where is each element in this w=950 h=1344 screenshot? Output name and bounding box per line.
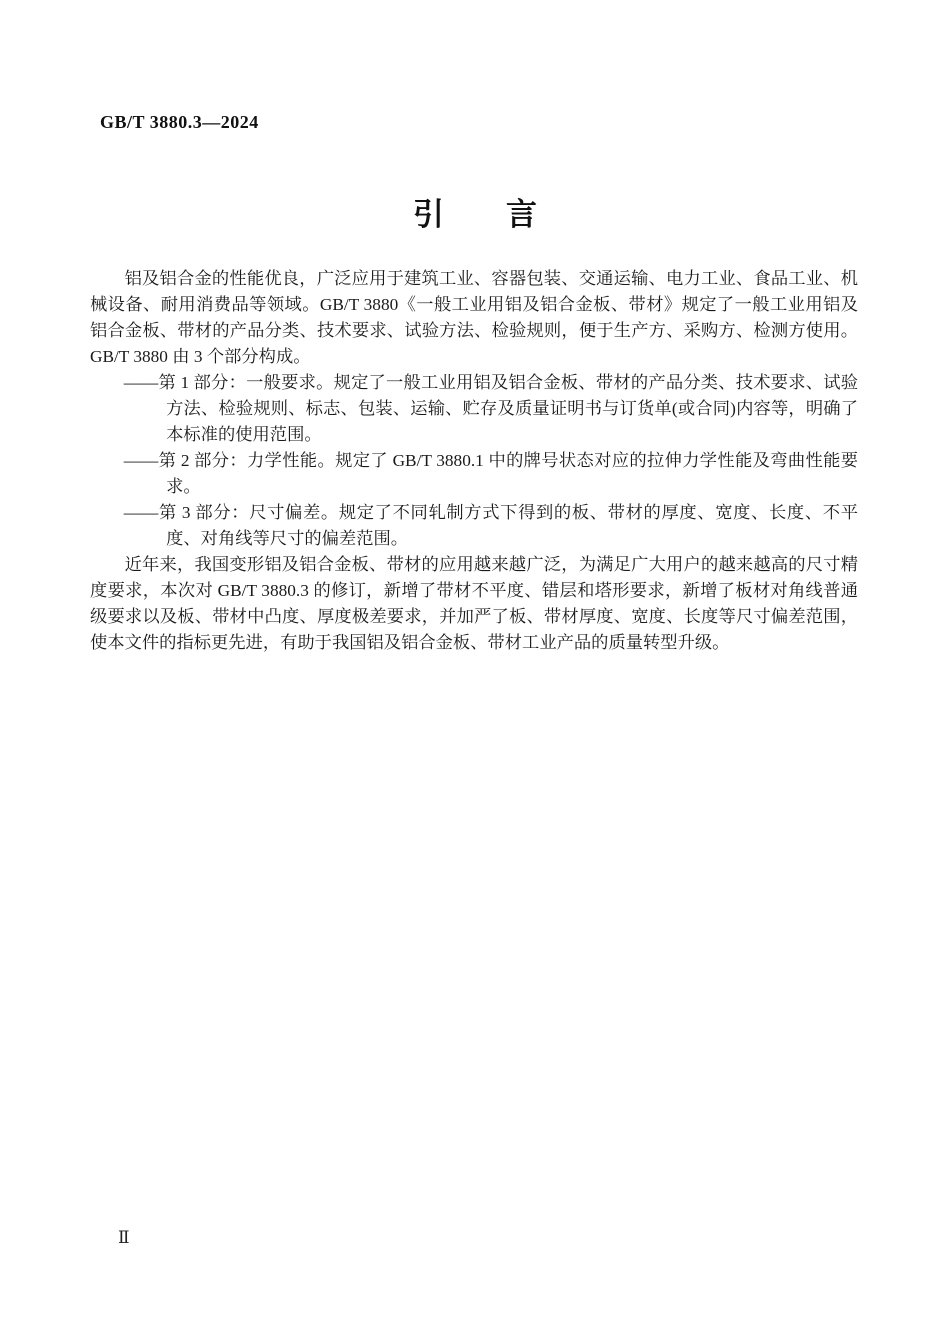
introduction-body [90, 266, 858, 656]
intro-paragraph-1: 铝及铝合金的性能优良，广泛应用于建筑工业、容器包装、交通运输、电力工业、食品工业、机械设备、耐用消费品等领域。GB/T 3880《一般工业用铝及铝合金板、带材》规定了一般工业用铝及铝合金板、带材的产品分类、技术要求、试验方法、检验规则，便于生产方、采购方、检测方使用。GB/T 3880 由 3 个部分构成。 [90, 269, 858, 366]
part-list-item-3: ——第 3 部分：尺寸偏差。规定了不同轧制方式下得到的板、带材的厚度、宽度、长度、不平度、对角线等尺寸的偏差范围。 [123, 503, 858, 548]
part-list-item-1: ——第 1 部分：一般要求。规定了一般工业用铝及铝合金板、带材的产品分类、技术要求、试验方法、检验规则、标志、包装、运输、贮存及质量证明书与订货单(或合同)内容等，明确了本标准的使用范围。 [123, 373, 858, 444]
page-number: Ⅱ [118, 1228, 130, 1247]
standard-code: GB/T 3880.3—2024 [100, 112, 259, 132]
part-list-item-2: ——第 2 部分：力学性能。规定了 GB/T 3880.1 中的牌号状态对应的拉伸力学性能及弯曲性能要求。 [123, 451, 858, 496]
intro-paragraph-2: 近年来，我国变形铝及铝合金板、带材的应用越来越广泛，为满足广大用户的越来越高的尺寸精度要求，本次对 GB/T 3880.3 的修订，新增了带材不平度、错层和塔形要求，新增了板材对角线普通级要求以及板、带材中凸度、厚度极差要求，并加严了板、带材厚度、宽度、长度等尺寸偏差范围，使本文件的指标更先进，有助于我国铝及铝合金板、带材工业产品的质量转型升级。 [90, 555, 858, 652]
page-title: 引 言 [413, 197, 537, 232]
